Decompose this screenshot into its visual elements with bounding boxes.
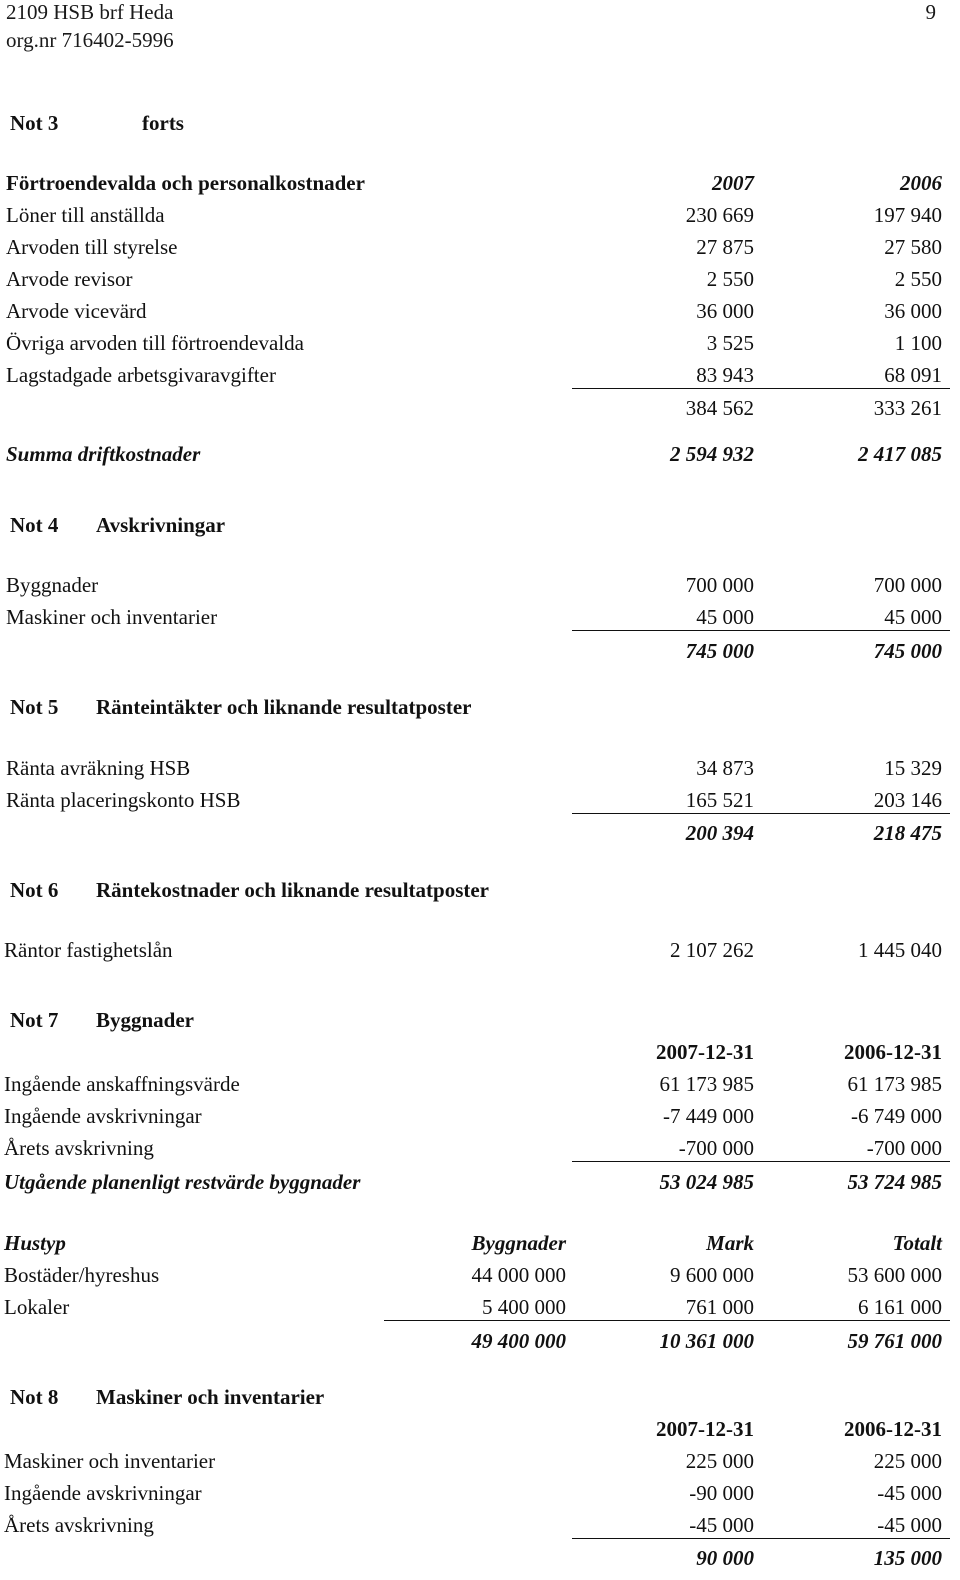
value-2007: 700 000 [685,573,754,597]
value-2007: 2 107 262 [670,938,754,962]
row-label: Ingående avskrivningar [4,1481,202,1505]
value-2007: 165 521 [685,788,754,812]
value-2007: 36 000 [696,299,754,323]
summa-driftkostnader-2006: 2 417 085 [858,442,942,466]
value-2007: 27 875 [696,235,754,259]
value-2007: 230 669 [685,203,754,227]
not3-subtotal-2007: 384 562 [685,396,754,420]
not4-label: Not 4 [10,513,59,537]
totalt-value: 53 600 000 [847,1263,942,1287]
summa-driftkostnader-2007: 2 594 932 [670,442,754,466]
row-label: Räntor fastighetslån [4,938,173,962]
value-2007: 3 525 [706,331,754,355]
row-label: Byggnader [6,573,99,597]
not7-label: Not 7 [10,1008,59,1032]
value-2006: -45 000 [877,1513,942,1537]
org-name: 2109 HSB brf Heda [6,0,174,24]
value-2006: 68 091 [884,363,942,387]
value-2006: 61 173 985 [847,1072,942,1096]
sum-rule [572,813,950,814]
row-label: Årets avskrivning [4,1513,154,1537]
value-2006: 700 000 [873,573,942,597]
row-label: Ingående avskrivningar [4,1104,202,1128]
value-2007: 2 550 [706,267,754,291]
row-label: Maskiner och inventarier [6,605,218,629]
value-2007: 45 000 [696,605,754,629]
value-2006: 225 000 [873,1449,942,1473]
not3-title: forts [142,111,184,135]
not3-label: Not 3 [10,111,59,135]
row-label: Lagstadgade arbetsgivaravgifter [6,363,276,387]
row-label: Lokaler [4,1295,70,1319]
value-2007: -7 449 000 [663,1104,754,1128]
sum-rule [572,388,950,389]
mark-value: 9 600 000 [670,1263,754,1287]
value-2006: 45 000 [884,605,942,629]
mark-total: 10 361 000 [659,1329,754,1353]
mark-header: Mark [706,1231,754,1255]
value-2007: 83 943 [696,363,754,387]
row-label: Ingående anskaffningsvärde [4,1072,240,1096]
not5-total-2007: 200 394 [685,821,754,845]
value-2006: -45 000 [877,1481,942,1505]
value-2007: -700 000 [678,1136,754,1160]
value-2006: -6 749 000 [851,1104,942,1128]
row-label: Ränta avräkning HSB [6,756,191,780]
not6-label: Not 6 [10,878,59,902]
not3-section-title: Förtroendevalda och personalkostnader [6,171,365,195]
org-number: org.nr 716402-5996 [6,28,174,52]
value-2007: 225 000 [685,1449,754,1473]
value-2007: -45 000 [689,1513,754,1537]
not3-year2: 2006 [900,171,942,195]
not3-subtotal-2006: 333 261 [873,396,942,420]
row-label: Årets avskrivning [4,1136,154,1160]
value-2006: 36 000 [884,299,942,323]
totalt-value: 6 161 000 [858,1295,942,1319]
not8-title: Maskiner och inventarier [96,1385,325,1409]
hustyp-header: Hustyp [4,1231,66,1255]
not5-title: Ränteintäkter och liknande resultatposter [96,695,472,719]
mark-value: 761 000 [685,1295,754,1319]
row-label: Arvoden till styrelse [6,235,178,259]
row-label: Löner till anställda [6,203,165,227]
row-label: Maskiner och inventarier [4,1449,216,1473]
row-label: Bostäder/hyreshus [4,1263,160,1287]
sum-rule [384,1320,950,1321]
not4-total-2007: 745 000 [685,639,754,663]
value-2006: 27 580 [884,235,942,259]
value-2006: 2 550 [894,267,942,291]
not7-title: Byggnader [96,1008,195,1032]
not4-total-2006: 745 000 [873,639,942,663]
value-2007: 34 873 [696,756,754,780]
row-label: Ränta placeringskonto HSB [6,788,241,812]
value-2006: 15 329 [884,756,942,780]
utgaende-restvarde-label: Utgående planenligt restvärde byggnader [4,1170,361,1194]
byggnader-total: 49 400 000 [471,1329,566,1353]
byggnader-header: Byggnader [471,1231,566,1255]
not4-title: Avskrivningar [96,513,226,537]
value-2006: -700 000 [866,1136,942,1160]
sum-rule [572,1538,950,1539]
not5-label: Not 5 [10,695,59,719]
summa-driftkostnader-label: Summa driftkostnader [6,442,201,466]
value-2006: 203 146 [873,788,942,812]
not8-date2: 2006-12-31 [844,1417,942,1441]
byggnader-value: 5 400 000 [482,1295,566,1319]
utgaende-restvarde-2006: 53 724 985 [847,1170,942,1194]
byggnader-value: 44 000 000 [471,1263,566,1287]
value-2007: 61 173 985 [659,1072,754,1096]
not5-total-2006: 218 475 [873,821,942,845]
row-label: Arvode revisor [6,267,133,291]
not7-date2: 2006-12-31 [844,1040,942,1064]
not8-date1: 2007-12-31 [656,1417,754,1441]
not8-label: Not 8 [10,1385,59,1409]
totalt-header: Totalt [892,1231,942,1255]
value-2007: -90 000 [689,1481,754,1505]
not6-title: Räntekostnader och liknande resultatposter [96,878,490,902]
sum-rule [572,1161,950,1162]
row-label: Övriga arvoden till förtroendevalda [6,331,304,355]
value-2006: 1 100 [894,331,942,355]
not7-date1: 2007-12-31 [656,1040,754,1064]
not8-total-2007: 90 000 [696,1546,754,1570]
value-2006: 1 445 040 [858,938,942,962]
not8-total-2006: 135 000 [873,1546,942,1570]
sum-rule [572,630,950,631]
row-label: Arvode vicevärd [6,299,147,323]
utgaende-restvarde-2007: 53 024 985 [659,1170,754,1194]
totalt-total: 59 761 000 [847,1329,942,1353]
value-2006: 197 940 [873,203,942,227]
page-number: 9 [925,0,936,24]
not3-year1: 2007 [712,171,754,195]
